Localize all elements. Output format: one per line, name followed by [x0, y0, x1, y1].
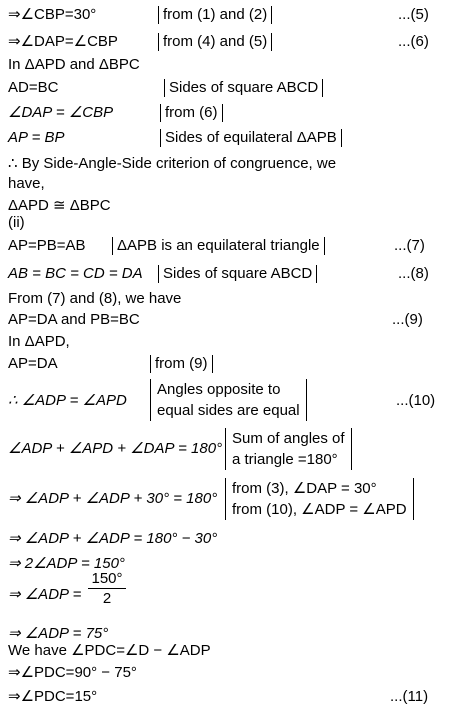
reason-bracket: Sides of square ABCD: [164, 79, 323, 97]
step-ap-bp: AP = BP: [8, 129, 65, 146]
in-triangle-apd: In ΔAPD,: [8, 333, 70, 350]
step-pdc-15: ⇒∠PDC=15°: [8, 688, 98, 705]
step-angle-dap-cbp: ∠DAP = ∠CBP: [8, 104, 114, 121]
from-7-8: From (7) and (8), we have: [8, 290, 182, 307]
equation-ref: ...(7): [394, 237, 425, 254]
reason-bracket-two-line: [225, 428, 352, 470]
reason-line: Angles opposite to: [157, 381, 281, 398]
step-adp-fraction: ⇒ ∠ADP =: [8, 586, 82, 603]
sas-statement-cont: have,: [8, 175, 45, 192]
reason-bracket: Sides of square ABCD: [158, 265, 317, 283]
fraction-numerator: 150°: [91, 570, 123, 587]
fraction-denominator: 2: [102, 590, 112, 607]
step-ap-pb-ab: AP=PB=AB: [8, 237, 86, 254]
step-dap-eq-cbp: ⇒∠DAP=∠CBP: [8, 33, 118, 50]
step-cbp-30: ⇒∠CBP=30°: [8, 6, 97, 23]
step-ad-bc: AD=BC: [8, 79, 59, 96]
equation-ref: ...(8): [398, 265, 429, 282]
reason-bracket: from (6): [160, 104, 223, 122]
part-label: (ii): [8, 214, 25, 231]
fraction-bar: [88, 588, 126, 589]
step-angle-sum: ∠ADP + ∠APD + ∠DAP = 180°: [8, 440, 223, 457]
reason-bracket: Sides of equilateral ΔAPB: [160, 129, 342, 147]
equation-ref: ...(6): [398, 33, 429, 50]
step-pdc-def: We have ∠PDC=∠D − ∠ADP: [8, 642, 211, 659]
statement-triangles: In ΔAPD and ΔBPC: [8, 56, 140, 73]
reason-bracket: ΔAPB is an equilateral triangle: [112, 237, 325, 255]
sas-statement: ∴ By Side-Angle-Side criterion of congruence, we: [8, 155, 337, 172]
step-2adp: ⇒ 2∠ADP = 150°: [8, 555, 125, 572]
equation-ref: ...(11): [390, 688, 429, 705]
reason-bracket-two-line: [225, 478, 414, 520]
equation-ref: ...(10): [396, 392, 436, 409]
step-substitute: ⇒ ∠ADP + ∠ADP + 30° = 180°: [8, 490, 218, 507]
reason-bracket: from (9): [150, 355, 213, 373]
reason-line: Sum of angles of: [232, 430, 345, 447]
reason-line: from (3), ∠DAP = 30°: [232, 480, 377, 497]
equation-ref: ...(5): [398, 6, 429, 23]
reason-line: a triangle =180°: [232, 451, 338, 468]
reason-bracket-two-line: [150, 379, 307, 421]
step-adp-apd: ∴ ∠ADP = ∠APD: [8, 392, 127, 409]
fraction: [88, 570, 126, 607]
step-ap-da-2: AP=DA: [8, 355, 58, 372]
reason-bracket: from (1) and (2): [158, 6, 272, 24]
congruence-result: ΔAPD ≅ ΔBPC: [8, 197, 111, 214]
reason-line: from (10), ∠ADP = ∠APD: [232, 501, 407, 518]
equation-ref: ...(9): [392, 311, 423, 328]
step-adp-75: ⇒ ∠ADP = 75°: [8, 625, 109, 642]
step-square-sides: AB = BC = CD = DA: [8, 265, 143, 282]
step-ap-da: AP=DA and PB=BC: [8, 311, 140, 328]
reason-line: equal sides are equal: [157, 402, 300, 419]
step-pdc-calc: ⇒∠PDC=90° − 75°: [8, 664, 137, 681]
reason-bracket: from (4) and (5): [158, 33, 272, 51]
step-sum-adp: ⇒ ∠ADP + ∠ADP = 180° − 30°: [8, 530, 218, 547]
